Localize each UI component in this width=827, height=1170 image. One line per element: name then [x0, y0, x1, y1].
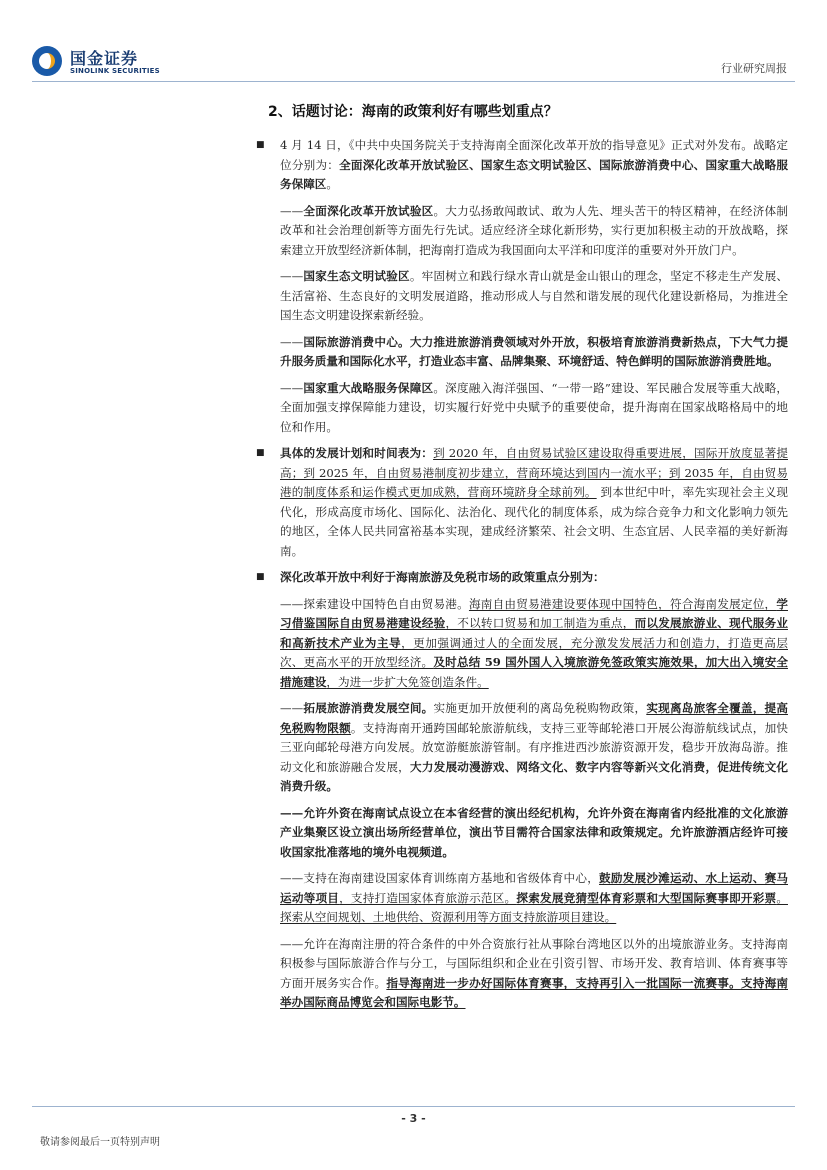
- text-segment: 。探索从空间规划、土地供给、资源利用等方面支持旅游项目建设。: [280, 890, 788, 924]
- text-segment: 国际旅游消费中心。大力推进旅游消费领域对外开放，积极培育旅游消费新热点，下大气力提升服务质量和国际化水平，打造业态丰富、品牌集聚、环境舒适、特色鲜明的国际旅游消费胜地。: [280, 334, 788, 368]
- text-segment: ，支持打造国家体育旅游示范区。: [339, 890, 517, 905]
- document-body: [280, 136, 788, 1020]
- text-segment: ——探索建设中国特色自由贸易港。: [280, 596, 469, 611]
- text-segment: 到本世纪中叶，率先实现社会主义现代化，形成高度市场化、国际化、法治化、现代化的制度体系，成为综合竞争力和文化影响力领先的地区，全体人民共同富裕基本实现，建成经济繁荣、社会文明、生态宜居、人民幸福的美好新海南。: [280, 485, 788, 558]
- text-segment: 探索发展竞猜型体育彩票和大型国际赛事即开彩票: [516, 890, 777, 905]
- sub-paragraph: [280, 595, 788, 693]
- text-segment: ——支持在海南建设国家体育训练南方基地和省级体育中心，: [280, 871, 600, 885]
- text-segment: 4 月 14 日，《中共中央国务院关于支持海南全面深化改革开放的指导意见》正式对外发布。战略定位分别为：: [280, 138, 788, 172]
- disclaimer-note: 敬请参阅最后一页特别声明: [40, 1137, 160, 1148]
- text-segment: 大力发展动漫游戏、网络文化、数字内容等新兴文化消费，促进传统文化消费升级。: [280, 759, 788, 793]
- text-segment: ——: [280, 269, 304, 283]
- sub-paragraph: [280, 333, 788, 372]
- text-segment: 。大力弘扬敢闯敢试、敢为人先、埋头苦干的特区精神，在经济体制改革和社会治理创新等方面先行先试。适应经济全球化新形势，实行更加积极主动的开放战略，探索建立开放型经济新体制，把海南打造成为我国面向太平洋和印度洋的重要对外开放门户。: [280, 203, 788, 257]
- sub-paragraph: [280, 379, 788, 438]
- company-logo: [32, 46, 182, 80]
- text-segment: ——允许外资在海南试点设立在本省经营的演出经纪机构，允许外资在海南省内经批准的文化旅游产业集聚区设立演出场所经营单位，演出节目需符合国家法律和政策规定。允许旅游酒店经许可接收国家批准落地的境外电视频道。: [280, 805, 788, 859]
- text-segment: 学习借鉴国际自由贸易港建设经验: [280, 596, 788, 630]
- text-segment: ——: [280, 701, 304, 715]
- logo-text-en: SINOLINK SECURITIES: [70, 67, 160, 75]
- logo-text-cn: 国金证券: [70, 49, 139, 68]
- sub-paragraph: [280, 202, 788, 261]
- text-segment: 而以发展旅游业、现代服务业和高新技术产业为主导: [280, 616, 788, 650]
- sub-paragraph: [280, 804, 788, 863]
- text-segment: 具体的发展计划和时间表为：: [280, 446, 434, 460]
- text-segment: 海南自由贸易港建设要体现中国特色，符合海南发展定位，: [468, 596, 777, 611]
- report-type: 行业研究周报: [721, 62, 787, 75]
- text-segment: 到 2020 年，自由贸易试验区建设取得重要进展，国际开放度显著提高；到 2025 年，自由贸易港制度初步建立，营商环境达到国内一流水平；到 2035 年，自由贸易港的制度体系和运作模式更加成熟，营商环境跻身全球前列。: [280, 446, 788, 499]
- text-segment: 。牢固树立和践行绿水青山就是金山银山的理念，坚定不移走生产发展、生活富裕、生态良好的文明发展道路，推动形成人与自然和谐发展的现代化建设新格局，为推进全国生态文明建设探索新经验。: [280, 269, 788, 322]
- sub-paragraph: [280, 267, 788, 326]
- bullet-paragraph: [280, 568, 788, 588]
- text-segment: 全面深化改革开放试验区: [303, 203, 434, 218]
- text-segment: ，更加强调通过人的全面发展，充分激发发展活力和创造力，打造更高层次、更高水平的开放型经济。: [280, 635, 788, 669]
- text-segment: ——: [280, 380, 304, 395]
- header-divider: [32, 81, 795, 82]
- text-segment: 。深度融入海洋强国、“一带一路”建设、军民融合发展等重大战略，全面加强支撑保障能力建设，切实履行好党中央赋予的重要使命，提升海南在国家战略格局中的地位和作用。: [280, 380, 788, 434]
- text-segment: 实现离岛旅客全覆盖，提高免税购物限额: [280, 701, 788, 735]
- text-segment: 国家重大战略服务保障区: [303, 380, 434, 395]
- sub-paragraph: [280, 935, 788, 1013]
- sub-paragraph: [280, 699, 788, 797]
- section-title: 2、话题讨论：海南的政策利好有哪些划重点？: [268, 104, 558, 120]
- logo-icon: [32, 46, 62, 76]
- text-segment: ——允许在海南注册的符合条件的中外合资旅行社从事除台湾地区以外的出境旅游业务。支持海南积极参与国际旅游合作与分工，与国际组织和企业在引资引智、市场开发、教育培训、体育赛事等方面开展务实合作。: [280, 936, 788, 990]
- text-segment: 深化改革开放中利好于海南旅游及免税市场的政策重点分别为：: [280, 570, 605, 584]
- text-segment: ——: [280, 334, 304, 349]
- text-segment: 拓展旅游消费发展空间。: [303, 701, 434, 715]
- text-segment: 指导海南进一步办好国际体育赛事，支持再引入一批国际一流赛事。支持海南举办国际商品博览会和国际电影节。: [280, 975, 788, 1009]
- text-segment: 鼓励发展沙滩运动、水上运动、赛马运动等项目: [280, 871, 788, 905]
- sub-paragraph: [280, 869, 788, 928]
- footer-divider: [32, 1106, 795, 1107]
- text-segment: 。支持海南开通跨国邮轮旅游航线，支持三亚等邮轮港口开展公海游航线试点，加快三亚向邮轮母港方向发展。放宽游艇旅游管制。有序推进西沙旅游资源开发，稳步开放海岛游。推动文化和旅游融合发展，: [280, 720, 788, 774]
- text-segment: ，为进一步扩大免签创造条件。: [326, 674, 489, 689]
- text-segment: 及时总结 59 国外国人入境旅游免签政策实施效果，加大出入境安全措施建设: [280, 655, 788, 689]
- text-segment: 。: [326, 177, 338, 191]
- text-segment: 全面深化改革开放试验区、国家生态文明试验区、国际旅游消费中心、国家重大战略服务保障区: [280, 157, 788, 191]
- text-segment: 实施更加开放便利的离岛免税购物政策，: [433, 701, 647, 715]
- text-segment: 国家生态文明试验区: [303, 269, 410, 283]
- bullet-paragraph: [280, 444, 788, 561]
- bullet-paragraph: [280, 136, 788, 195]
- text-segment: ，不以转口贸易和加工制造为重点，: [445, 616, 635, 630]
- page-number: - 3 -: [401, 1112, 426, 1125]
- text-segment: ——: [280, 203, 304, 218]
